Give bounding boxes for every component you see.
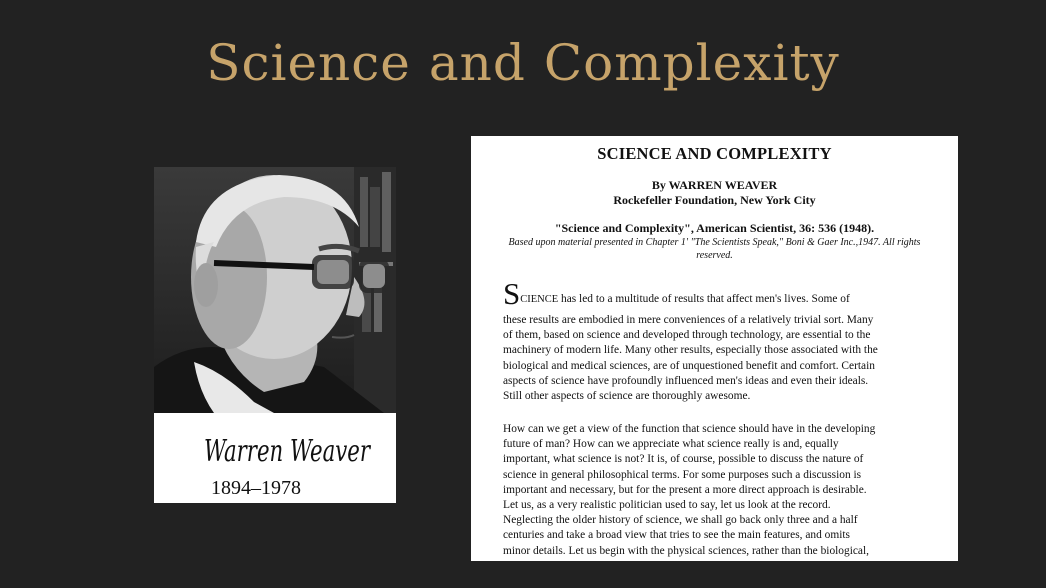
- paragraph-2: [503, 422, 935, 559]
- slide-title-word-2: and: [428, 34, 526, 92]
- slide-title-word-3: Complexity: [543, 34, 840, 92]
- paragraph-line: machinery of modern life. Many other results, especially those associated with the: [503, 344, 878, 357]
- first-line-tail: has led to a multitude of results that affect men's lives. Some of: [558, 293, 850, 305]
- paper-affiliation: Rockefeller Foundation, New York City: [613, 193, 816, 207]
- paragraph-1-first-line: [503, 276, 935, 313]
- paper-title: SCIENCE AND COMPLEXITY: [597, 144, 832, 163]
- slide-title-word-1: Science: [206, 34, 411, 92]
- paper-note-line: reserved.: [696, 250, 733, 261]
- small-caps-word: CIENCE: [520, 294, 559, 305]
- paper-note: [481, 236, 948, 262]
- paragraph-line: science in general philosophical terms. For some purposes such a discussion is: [503, 468, 862, 481]
- paper-note-line: Based upon material presented in Chapter 1' "The Scientists Speak," Boni & Gaer Inc.,1947. All rights: [508, 237, 921, 248]
- portrait-photo: [154, 167, 396, 413]
- portrait-illustration: [154, 167, 396, 413]
- paragraph-line: future of man? How can we appreciate what science really is and, equally: [503, 438, 839, 451]
- paper-citation: "Science and Complexity", American Scientist, 36: 536 (1948).: [554, 221, 875, 235]
- paragraph-line: centuries and take a broad view that tries to see the main features, and omits: [503, 529, 850, 542]
- paragraph-line: these results are embodied in mere conveniences of a relatively trivial sort. Many: [503, 314, 874, 326]
- paper-author: By WARREN WEAVER: [651, 178, 778, 192]
- slide-title: [0, 34, 1046, 92]
- paragraph-line: minor details. Let us begin with the physical sciences, rather than the biological,: [503, 544, 869, 557]
- paragraph-line: aspects of science have profoundly influenced men's ideas and even their ideals.: [503, 374, 869, 387]
- signature: [202, 423, 372, 475]
- portrait-years: [154, 477, 396, 500]
- paragraph-line: biological and medical sciences, are of unquestioned benefit and comfort. Certain: [503, 359, 875, 372]
- portrait-card: [154, 167, 396, 503]
- paragraph-1: [503, 276, 935, 404]
- paragraph-line: Still other aspects of science are thoroughly awesome.: [503, 390, 751, 403]
- paragraph-line: of them, based on science and developed through technology, are essential to the: [503, 329, 871, 342]
- paragraph-line: Neglecting the older history of science, we shall go back only three and a half: [503, 514, 858, 527]
- paragraph-line: Let us, as a very realistic politician used to say, let us look at the record.: [503, 499, 831, 512]
- paragraph-line: important and necessary, but for the present a more direct approach is desirable.: [503, 483, 867, 496]
- drop-cap: S: [503, 276, 521, 311]
- years-label: 1894–1978: [211, 477, 301, 499]
- paragraph-line: important, what science is not? It is, of course, possible to discuss the nature of: [503, 453, 864, 466]
- paper-page: [471, 136, 958, 561]
- signature-text: Warren Weaver: [204, 434, 372, 469]
- paragraph-line: How can we get a view of the function that science should have in the developing: [503, 423, 876, 435]
